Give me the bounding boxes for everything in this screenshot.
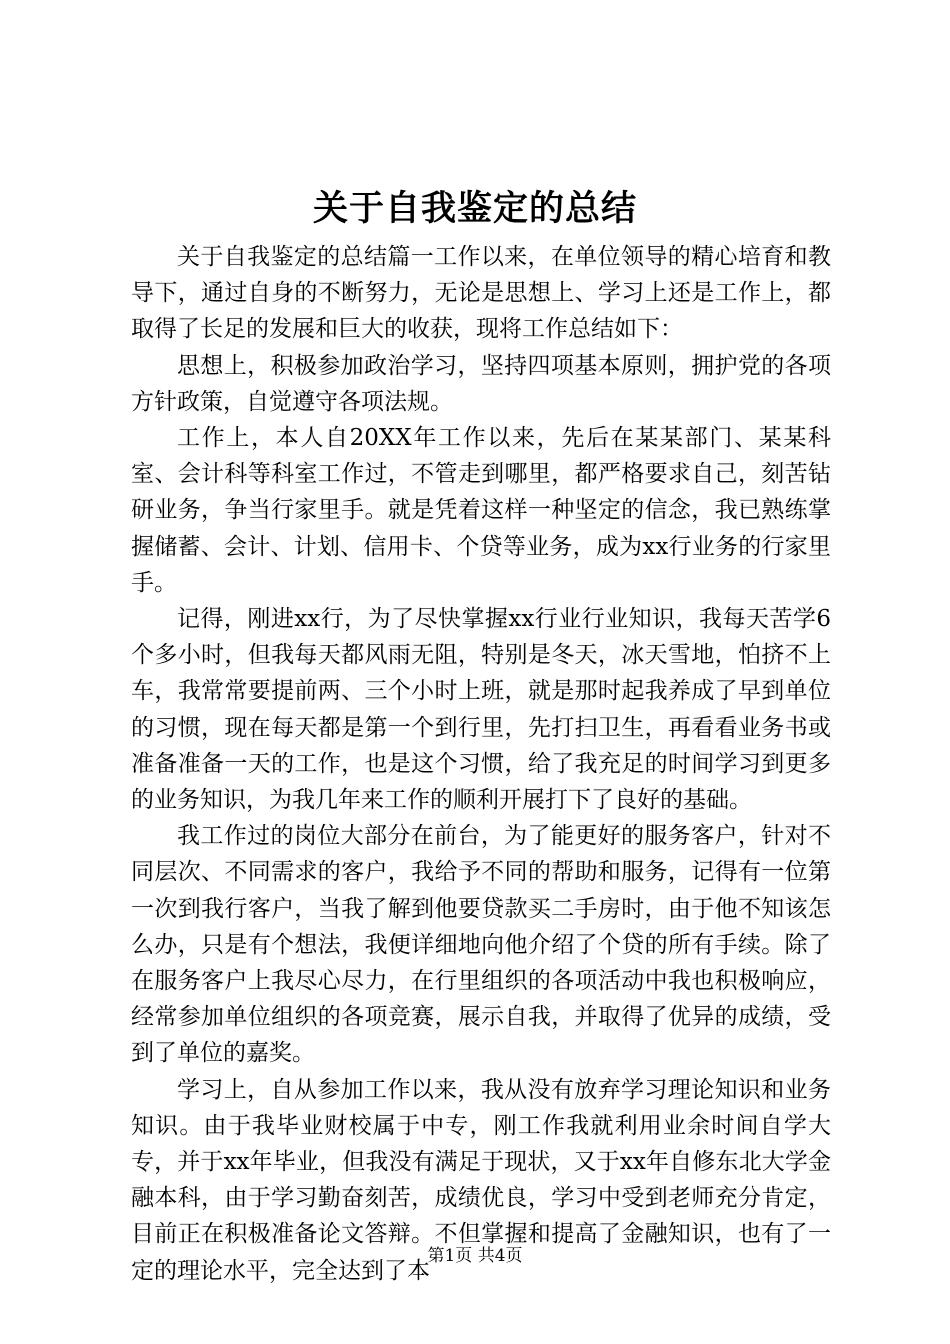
paragraph: 关于自我鉴定的总结篇一工作以来，在单位领导的精心培育和教导下，通过自身的不断努力，无论是思想上、学习上还是工作上，都取得了长足的发展和巨大的收获，现将工作总结如下： bbox=[131, 244, 831, 343]
paragraph: 工作上，本人自20XX年工作以来，先后在某某部门、某某科室、会计科等科室工作过，不管走到哪里，都严格要求自己，刻苦钻研业务，争当行家里手。就是凭着这样一种坚定的信念，我已熟练掌握储蓄、会计、计划、信用卡、个贷等业务，成为xx行业务的行家里手。 bbox=[131, 425, 831, 596]
paragraph: 记得，刚进xx行，为了尽快掌握xx行业行业知识，我每天苦学6个多小时，但我每天都风雨无阻，特别是冬天，冰天雪地，怕挤不上车，我常常要提前两、三个小时上班，就是那时起我养成了早到单位的习惯，现在每天都是第一个到行里，先打扫卫生，再看看业务书或准备准备一天的工作，也是这个习惯，给了我充足的时间学习到更多的业务知识，为我几年来工作的顺利开展打下了良好的基础。 bbox=[131, 606, 831, 814]
document-body bbox=[131, 239, 831, 1289]
document-title: 关于自我鉴定的总结 bbox=[312, 188, 637, 229]
page-number-footer: 第1页 共4页 bbox=[427, 1246, 523, 1266]
paragraph: 思想上，积极参加政治学习，坚持四项基本原则，拥护党的各项方针政策，自觉遵守各项法规。 bbox=[131, 352, 831, 415]
paragraph: 我工作过的岗位大部分在前台，为了能更好的服务客户，针对不同层次、不同需求的客户，我给予不同的帮助和服务，记得有一位第一次到我行客户，当我了解到他要贷款买二手房时，由于他不知该怎么办，只是有个想法，我便详细地向他介绍了个贷的所有手续。除了在服务客户上我尽心尽力，在行里组织的各项活动中我也积极响应，经常参加单位组织的各项竞赛，展示自我，并取得了优异的成绩，受到了单位的嘉奖。 bbox=[131, 823, 831, 1067]
paragraph: 学习上，自从参加工作以来，我从没有放弃学习理论知识和业务知识。由于我毕业财校属于中专，刚工作我就利用业余时间自学大专，并于xx年毕业，但我没有满足于现状，又于xx年自修东北大学金融本科，由于学习勤奋刻苦，成绩优良，学习中受到老师充分肯定，目前正在积极准备论文答辩。不但掌握和提高了金融知识，也有了一定的理论水平，完全达到了本 bbox=[131, 1076, 831, 1284]
